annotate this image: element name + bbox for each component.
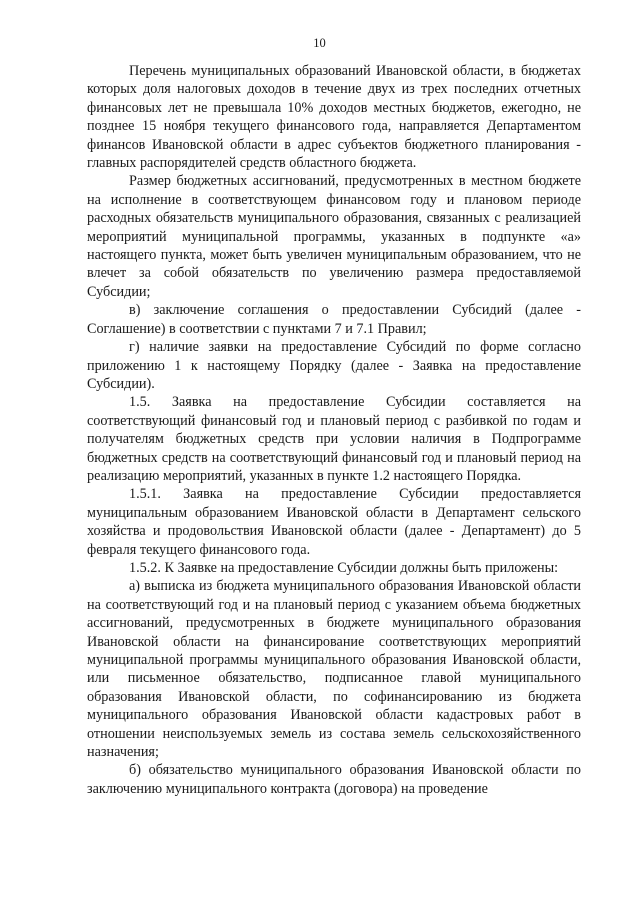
paragraph-municipalities-list: Перечень муниципальных образований Ивановской области, в бюджетах которых доля налоговых доходов в течение двух из трех последних отчетных финансовых лет не превышала 10% доходов местных бюджетов, ежегодно, не позднее 15 ноября текущего финансового года, направляется Департаментом финансов Ивановской области в адрес субъектов бюджетного планирования - главных распорядителей средств областного бюджета. — [87, 63, 581, 172]
document-body — [87, 62, 581, 798]
paragraph-1-5: 1.5. Заявка на предоставление Субсидии составляется на соответствующий финансовый год и плановый период с разбивкой по годам и получателям бюджетных средств при условии наличия в Подпрограмме бюджетных средств на соответствующий финансовый год и плановый период на реализацию мероприятий, указанных в пункте 1.2 настоящего Порядка. — [87, 394, 581, 484]
paragraph-item-b-obligation: б) обязательство муниципального образования Ивановской области по заключению муниципального контракта (договора) на проведение — [87, 762, 581, 797]
paragraph-1-5-1: 1.5.1. Заявка на предоставление Субсидии предоставляется муниципальным образованием Ивановской области в Департамент сельского хозяйства и продовольствия Ивановской области (далее - Департамент) до 5 февраля текущего финансового года. — [87, 486, 581, 558]
paragraph-1-5-2: 1.5.2. К Заявке на предоставление Субсидии должны быть приложены: — [129, 559, 559, 576]
page-number: 10 — [313, 36, 326, 50]
paragraph-item-g-application: г) наличие заявки на предоставление Субсидий по форме согласно приложению 1 к настоящему Порядку (далее - Заявка на предоставление Субсидии). — [87, 339, 581, 392]
paragraph-item-a-extract: а) выписка из бюджета муниципального образования Ивановской области на соответствующий год и на плановый период с указанием объема бюджетных ассигнований, предусмотренных в бюджете муниципального образования Ивановской области на финансирование соответствующих мероприятий муниципальной программы муниципального образования Ивановской области, или письменное обязательство, подписанное главой муниципального образования Ивановской области, по софинансированию из бюджета муниципального образования Ивановской области кадастровых работ в отношении неиспользуемых земель из состава земель сельскохозяйственного назначения; — [87, 578, 581, 761]
paragraph-item-v-agreement: в) заключение соглашения о предоставлении Субсидий (далее - Соглашение) в соответствии с пунктами 7 и 7.1 Правил; — [87, 302, 581, 337]
paragraph-budget-allocations: Размер бюджетных ассигнований, предусмотренных в местном бюджете на исполнение в соответствующем финансовом году и плановом периоде расходных обязательств муниципального образования, связанных с реализацией мероприятий муниципальной программы, указанных в подпункте «а» настоящего пункта, может быть увеличен муниципальным образованием, что не влечет за собой обязательств по увеличению размера предоставляемой Субсидии; — [87, 173, 581, 300]
